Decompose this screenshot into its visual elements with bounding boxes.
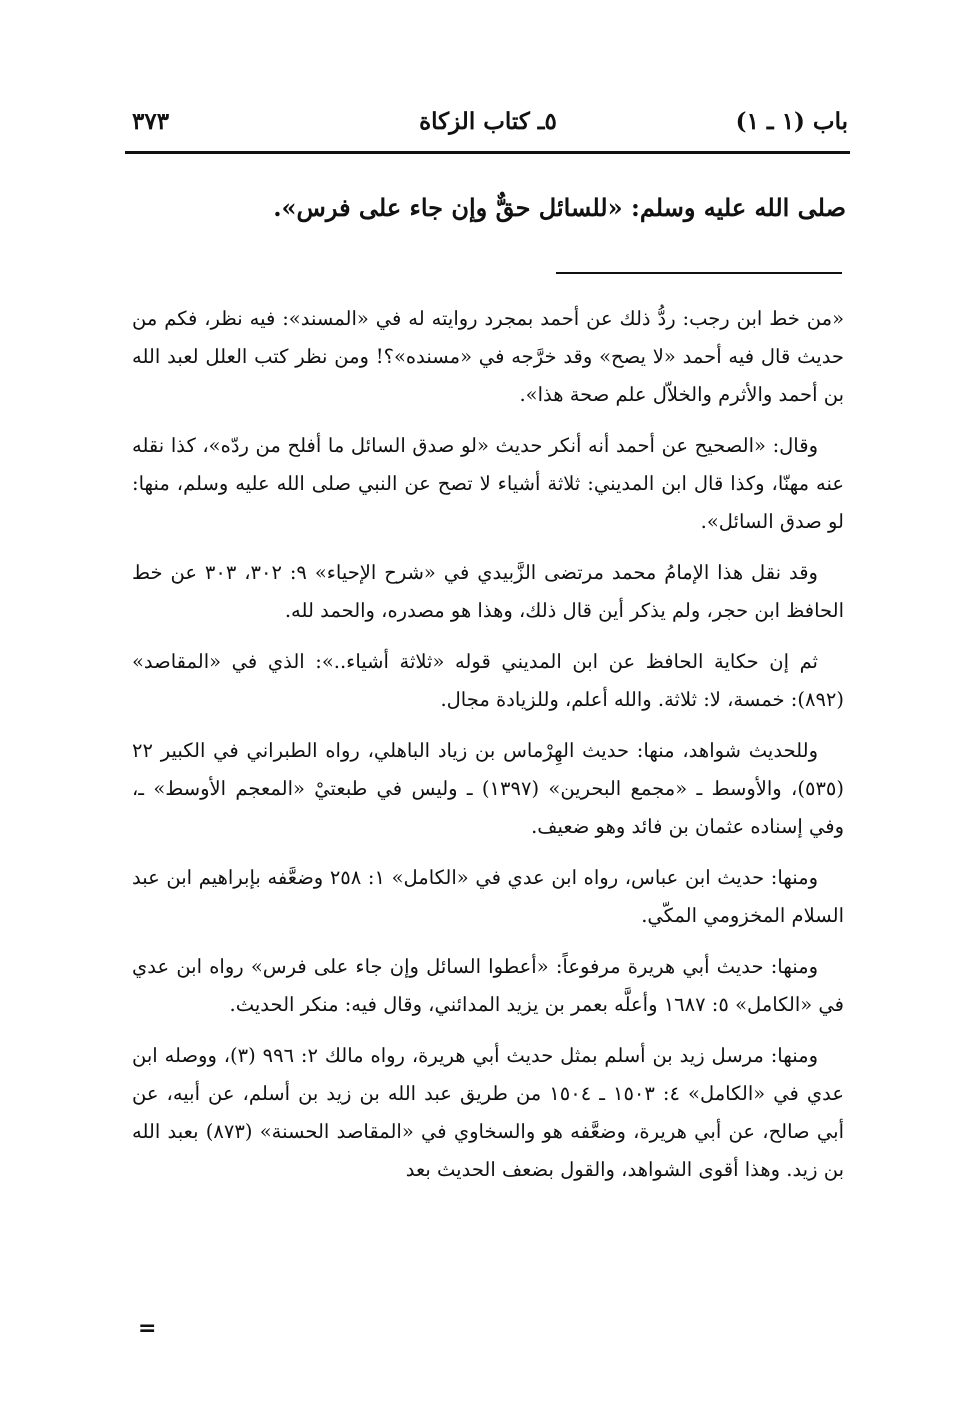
footnote-paragraph: ثم إن حكاية الحافظ عن ابن المديني قوله «ثلاثة أشياء..»: الذي في «المقاصد» (٨٩٢): خمسة، لا: ثلاثة. والله أعلم، وللزيادة مجال. (132, 650, 844, 711)
main-text: صلى الله عليه وسلم: «للسائل حقٌّ وإن جاء على فرس». (273, 193, 846, 222)
footnote-paragraph: ومنها: حديث أبي هريرة مرفوعاً: «أعطوا السائل وإن جاء على فرس» رواه ابن عدي في «الكامل» ٥: ١٦٨٧ وأعلَّه بعمر بن يزيد المدائني، وقال فيه: منكر الحديث. (132, 955, 844, 1016)
footnote-paragraph: «من خط ابن رجب: ردُّ ذلك عن أحمد بمجرد روايته له في «المسند»: فيه نظر، فكم من حديث قال فيه أحمد «لا يصح» وقد خرَّجه في «مسنده»؟! ومن نظر كتب العلل لعبد الله بن أحمد والأثرم والخلاّل علم صحة هذا». (132, 307, 844, 406)
header-divider (125, 151, 850, 154)
footnote-paragraph: وللحديث شواهد، منها: حديث الهِرْماس بن زياد الباهلي، رواه الطبراني في الكبير ٢٢ (٥٣٥)، والأوسط ـ «مجمع البحرين» (١٣٩٧) ـ وليس في طبعتيْ «المعجم الأوسط» ـ، وفي إسناده عثمان بن فائد وهو ضعيف. (132, 739, 844, 838)
chapter-heading: باب (١ ـ ١) (735, 108, 848, 135)
footnote-divider (556, 272, 842, 274)
book-title: ٥ـ كتاب الزكاة (419, 108, 557, 135)
footnote-paragraph: وقد نقل هذا الإمامُ محمد مرتضى الزَّبيدي في «شرح الإحياء» ٩: ٣٠٢، ٣٠٣ عن خط الحافظ ابن حجر، ولم يذكر أين قال ذلك، وهذا هو مصدره، والحمد لله. (132, 561, 844, 622)
footnote-paragraph: وقال: «الصحيح عن أحمد أنه أنكر حديث «لو صدق السائل ما أفلح من ردّه»، كذا نقله عنه مهنّا، وكذا قال ابن المديني: ثلاثة أشياء لا تصح عن النبي صلى الله عليه وسلم، منها: لو صدق السائل». (132, 434, 844, 533)
footnote-paragraph: ومنها: مرسل زيد بن أسلم بمثل حديث أبي هريرة، رواه مالك ٢: ٩٩٦ (٣)، ووصله ابن عدي في «الكامل» ٤: ١٥٠٣ ـ ١٥٠٤ من طريق عبد الله بن زيد بن أسلم، عن أبيه، عن أبي صالح، عن أبي هريرة، وضعَّفه هو والسخاوي في «المقاصد الحسنة» (٨٧٣) بعبد الله بن زيد. وهذا أقوى الشواهد، والقول بضعف الحديث بعد (132, 1044, 844, 1181)
footnotes (132, 300, 844, 1202)
page-header (128, 108, 848, 148)
footnote-paragraph: ومنها: حديث ابن عباس، رواه ابن عدي في «الكامل» ١: ٢٥٨ وضعَّفه بإبراهيم ابن عبد السلام المخزومي المكّي. (132, 866, 844, 927)
continuation-mark: = (138, 1316, 157, 1341)
page-number: ٣٧٣ (132, 108, 170, 135)
